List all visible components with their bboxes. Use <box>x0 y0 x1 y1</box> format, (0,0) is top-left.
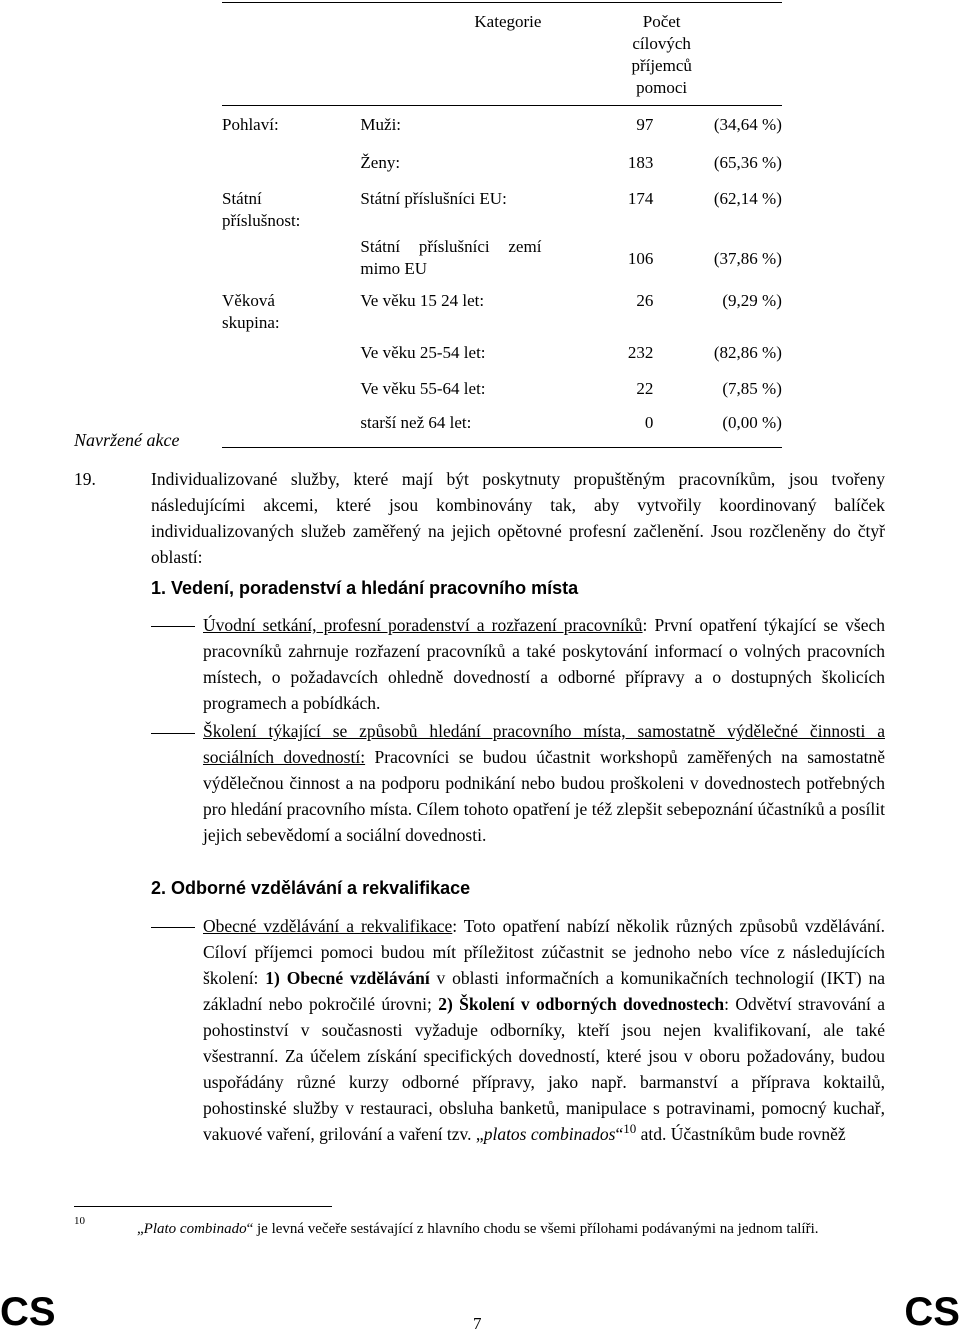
page-number: 7 <box>473 1314 482 1333</box>
bullet-dash <box>151 626 195 627</box>
paragraph-19: Individualizované služby, které mají být poskytnuty propuštěným pracovníkům, jsou tvořeny následujícími akcemi, které jsou kombinovány tak, aby vytvořily koordinovaný balíček individualizovaných služeb zaměřený na jejich opětovné profesní začlenění. Jsou rozčleněny do čtyř oblastí: <box>151 469 885 567</box>
footer-language-left: CS <box>0 1290 56 1334</box>
table-row: Ženy: 183 (65,36 %) <box>360 152 782 172</box>
table-header <box>222 3 782 106</box>
header-category: Kategorie <box>360 3 541 106</box>
table-row: Pohlaví: Muži: 97 (34,64 %) <box>222 115 782 134</box>
recipients-table <box>222 2 782 448</box>
section-1-item-1: Úvodní setkání, profesní poradenství a rozřazení pracovníků: První opatření týkající se všech pracovníků zahrnuje rozřazení pracovníků a také poskytování informací o volných pracovních místech, o požadavcích ohledně dovedností a odborné přípravy a o dostupných školicích programech a pobídkách. <box>203 615 886 713</box>
paragraph-number: 19. <box>74 469 96 489</box>
footnote-number: 10 <box>74 1215 85 1227</box>
footnote-ref[interactable]: 10 <box>623 1121 637 1137</box>
table-row: Věková skupina: Ve věku 15 24 let: 26 (9,29 %) <box>222 290 782 332</box>
section-1-item-2: Školení týkající se způsobů hledání pracovního místa, samostatně výdělečné činnosti a sociálních dovedností: Pracovníci se budou účastnit workshopů zaměřených na samostatně výdělečnou činnost a na podporu podnikání nebo budou proškoleni v dovednostech potřebných pro hledání pracovního místa. Cílem tohoto opatření je též zlepšit sebepoznání účastníků a posílit jejich sebevědomí a sociální dovednosti. <box>203 721 885 845</box>
footnote-divider <box>74 1206 332 1207</box>
header-count: Počet cílových příjemců pomoci <box>541 3 781 106</box>
footer-language-right: CS <box>904 1290 960 1334</box>
section-1-title: 1. Vedení, poradenství a hledání pracovního místa <box>151 578 579 598</box>
table-row: Ve věku 25-54 let: 232 (82,86 %) <box>360 342 782 362</box>
table-row: Státní příslušnost: Státní příslušníci EU: 174 (62,14 %) <box>222 188 782 230</box>
section-2-item-1: Obecné vzdělávání a rekvalifikace: Toto opatření nabízí několik různých způsobů vzdělávání. Cíloví příjemci pomoci budou mít příležitost zúčastnit se jednoho nebo více z následujících školení: 1) Obecné vzdělávání v oblasti informačních a komunikačních technologií (IKT) na základní nebo pokročilé úrovni; 2) Školení v odborných dovednostech: Odvětví stravování a pohostinství v současnosti vyžaduje odborníky, kteří jsou nejen kvalifikovaní, ale také všestranní. Za účelem získání specifických dovedností, které jsou v oboru požadovány, budou uspořádány různé kurzy odborné přípravy, jako např. barmanství a příprava koktailů, pohostinské služby v restauraci, obsluha banketů, manipulace s potravinami, pomocný kuchař, vakuové vaření, grilování a vaření tzv. „platos combinados“$^{10}$ atd. Účastníkům bude rovněž <box>203 916 886 1144</box>
footnote-text: „Plato combinado“ je levná večeře sestávající z hlavního chodu se všemi přílohami podávanými na jednom talíři. <box>137 1221 819 1237</box>
section-2-title: 2. Odborné vzdělávání a rekvalifikace <box>151 878 471 898</box>
section-heading: Navržené akce <box>74 430 180 450</box>
table-row: starší než 64 let: 0 (0,00 %) <box>222 408 782 448</box>
table-row: Ve věku 55-64 let: 22 (7,85 %) <box>360 378 782 398</box>
bullet-dash <box>151 733 195 734</box>
table-row: Státní příslušníci zemí mimo EU 106 (37,86 %) <box>360 236 782 278</box>
bullet-dash <box>151 927 195 928</box>
table-body <box>222 106 782 448</box>
